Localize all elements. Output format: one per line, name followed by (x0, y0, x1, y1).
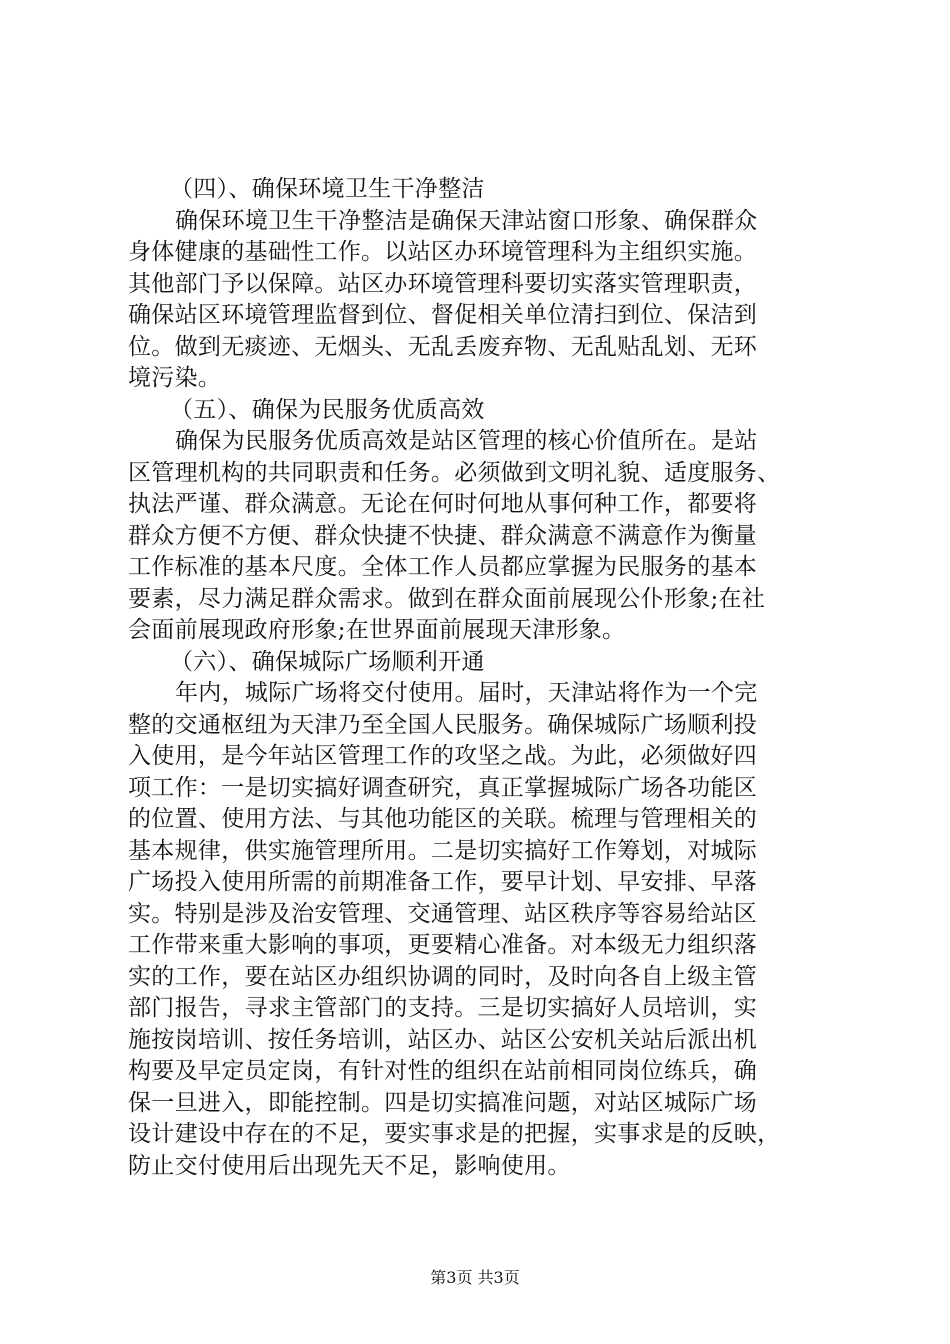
text-line: 实。特别是涉及治安管理、交通管理、站区秩序等容易给站区 (128, 900, 758, 927)
section-heading: （四）、确保环境卫生干净整洁 (170, 176, 485, 202)
text-line: 其他部门予以保障。站区办环境管理科要切实落实管理职责， (128, 270, 758, 297)
text-line: 境污染。 (128, 365, 222, 391)
text-line: 工作带来重大影响的事项，更要精心准备。对本级无力组织落 (128, 932, 758, 958)
text-line: 防止交付使用后出现先天不足，影响使用。 (128, 1152, 571, 1179)
text-line: 执法严谨、群众满意。无论在何时何地从事何种工作，都要将 (128, 491, 758, 517)
text-line: 入使用，是今年站区管理工作的攻坚之战。为此，必须做好四 (128, 743, 758, 769)
text-line: 区管理机构的共同职责和任务。必须做到文明礼貌、适度服务、 (128, 459, 781, 486)
text-line: 保一旦进入，即能控制。四是切实搞准问题，对站区城际广场 (128, 1089, 758, 1116)
text-line: 构要及早定员定岗，有针对性的组织在站前相同岗位练兵，确 (128, 1058, 758, 1084)
text-line: 群众方便不方便、群众快捷不快捷、群众满意不满意作为衡量 (128, 522, 758, 549)
text-line: 确保环境卫生干净整洁是确保天津站窗口形象、确保群众 (175, 207, 758, 234)
text-line: 确保站区环境管理监督到位、督促相关单位清扫到位、保洁到 (128, 302, 758, 328)
text-line: 施按岗培训、按任务培训，站区办、站区公安机关站后派出机 (128, 1026, 758, 1053)
text-line: 位。做到无痰迹、无烟头、无乱丢废弃物、无乱贴乱划、无环 (128, 333, 758, 360)
section-heading: （五）、确保为民服务优质高效 (170, 396, 485, 423)
text-line: 要素，尽力满足群众需求。做到在群众面前展现公仆形象;在社 (128, 585, 766, 612)
text-line: 部门报告，寻求主管部门的支持。三是切实搞好人员培训，实 (128, 995, 758, 1021)
document-body (128, 174, 828, 1182)
text-line: 设计建设中存在的不足，要实事求是的把握，实事求是的反映， (128, 1121, 781, 1147)
text-line: 会面前展现政府形象;在世界面前展现天津形象。 (128, 617, 626, 643)
text-line: 年内，城际广场将交付使用。届时，天津站将作为一个完 (175, 680, 758, 706)
section-heading: （六）、确保城际广场顺利开通 (170, 648, 485, 675)
page-footer: 第3页 共3页 (430, 1268, 520, 1287)
text-line: 实的工作，要在站区办组织协调的同时，及时向各自上级主管 (128, 963, 758, 990)
text-line: 工作标准的基本尺度。全体工作人员都应掌握为民服务的基本 (128, 554, 758, 580)
text-line: 整的交通枢纽为天津乃至全国人民服务。确保城际广场顺利投 (128, 711, 758, 738)
text-line: 的位置、使用方法、与其他功能区的关联。梳理与管理相关的 (128, 806, 758, 832)
text-line: 基本规律，供实施管理所用。二是切实搞好工作筹划，对城际 (128, 837, 758, 864)
text-line: 身体健康的基础性工作。以站区办环境管理科为主组织实施。 (128, 239, 758, 265)
text-line: 项工作：一是切实搞好调查研究，真正掌握城际广场各功能区 (128, 774, 758, 801)
text-line: 广场投入使用所需的前期准备工作，要早计划、早安排、早落 (128, 869, 758, 895)
text-line: 确保为民服务优质高效是站区管理的核心价值所在。是站 (175, 428, 758, 454)
